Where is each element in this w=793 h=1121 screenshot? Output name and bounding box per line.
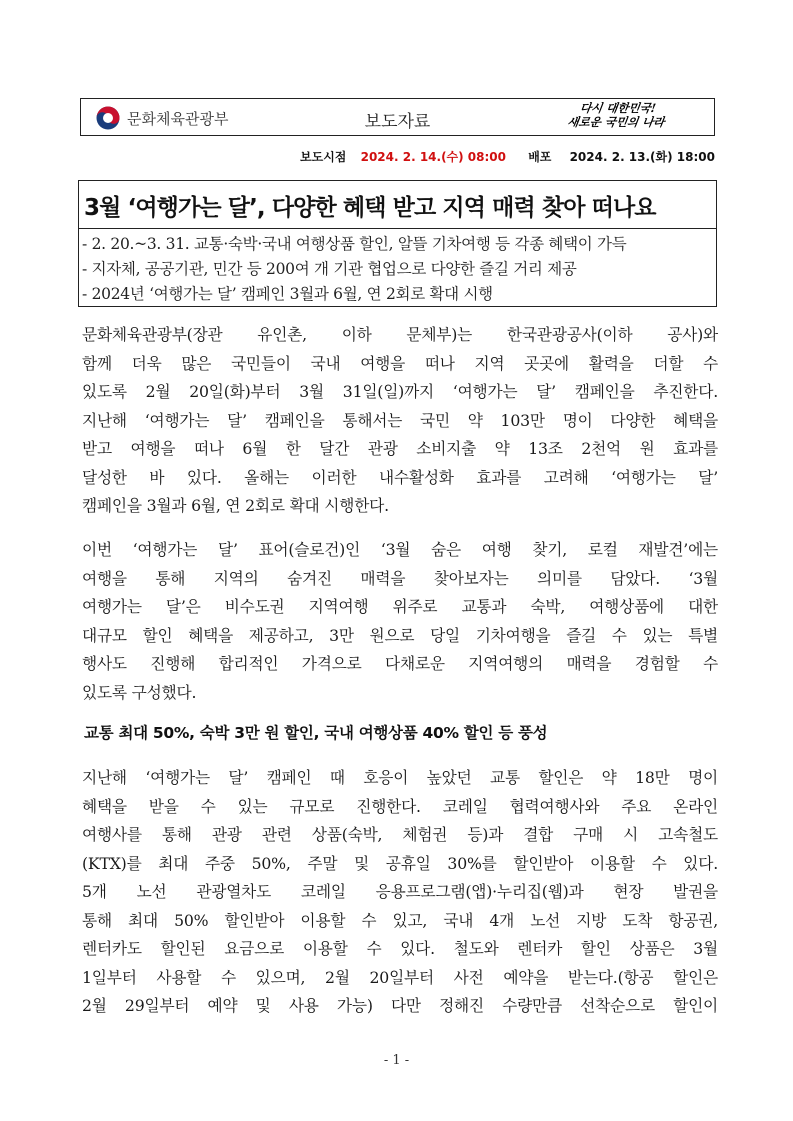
page-number: - 1 -: [383, 1053, 410, 1068]
release-info: [0, 148, 715, 165]
document-type: 보도자료: [364, 112, 431, 132]
title-box: [78, 180, 717, 307]
section-heading: 교통 최대 50%, 숙박 3만 원 할인, 국내 여행상품 40% 할인 등 풍성: [84, 724, 548, 742]
text-line: 있도록 구성했다.: [82, 682, 197, 702]
text-line: (KTX)를 최대 주중 50%, 주말 및 공휴일 30%를 할인받아 이용할 수 있다.: [82, 853, 718, 873]
slogan: [540, 101, 694, 129]
paragraph-1: [82, 321, 718, 521]
text-line: 통해 최대 50% 할인받아 이용할 수 있고, 국내 4개 노선 지방 도착 항공권,: [82, 910, 718, 930]
title-divider: [79, 228, 716, 229]
subtitle-3: - 2024년 ‘여행가는 달’ 캠페인 3월과 6월, 연 2회로 확대 시행: [82, 285, 493, 303]
ministry-name: 문화체육관광부: [127, 110, 229, 128]
text-line: 혜택을 받을 수 있는 규모로 진행한다. 코레일 협력여행사와 주요 온라인: [82, 796, 718, 816]
text-line: 1일부터 사용할 수 있으며, 2월 20일부터 사전 예약을 받는다.(항공 할인은: [82, 967, 718, 987]
text-line: 렌터카도 할인된 요금으로 이용할 수 있다. 철도와 렌터카 할인 상품은 3월: [82, 939, 718, 958]
subtitle-1: - 2. 20.~3. 31. 교통·숙박·국내 여행상품 할인, 알뜰 기차여행 등 각종 혜택이 가득: [82, 235, 627, 253]
text-line: 캠페인을 3월과 6월, 연 2회로 확대 시행한다.: [82, 496, 389, 515]
text-line: 여행가는 달’은 비수도권 지역여행 위주로 교통과 숙박, 여행상품에 대한: [82, 597, 718, 616]
slogan-line-2: 새로운 국민의 나라: [566, 115, 666, 129]
paragraph-3: [82, 764, 718, 1021]
slogan-line-1: 다시 대한민국!: [579, 101, 657, 115]
text-line: 함께 더욱 많은 국민들이 국내 여행을 떠나 지역 곳곳에 활력을 더할 수: [82, 353, 718, 373]
release-label: 보도시점: [300, 150, 347, 164]
distribute-label: 배포: [528, 150, 552, 164]
release-time: 2024. 2. 14.(수) 08:00: [360, 150, 507, 164]
text-line: 달성한 바 있다. 올해는 이러한 내수활성화 효과를 고려해 ‘여행가는 달’: [82, 467, 718, 487]
text-line: 여행사를 통해 관광 관련 상품(숙박, 체험권 등)과 결합 구매 시 고속철도: [82, 825, 718, 844]
text-line: 지난해 ‘여행가는 달’ 캠페인을 통해서는 국민 약 103만 명이 다양한 혜택을: [82, 410, 718, 430]
text-line: 대규모 할인 혜택을 제공하고, 3만 원으로 당일 기차여행을 즐길 수 있는 특별: [82, 625, 718, 645]
text-line: 있도록 2월 20일(화)부터 3월 31일(일)까지 ‘여행가는 달’ 캠페인을 추진한다.: [82, 382, 718, 401]
text-line: 문화체육관광부(장관 유인촌, 이하 문체부)는 한국관광공사(이하 공사)와: [82, 325, 718, 344]
paragraph-2: [82, 536, 718, 707]
headline: 3월 ‘여행가는 달’, 다양한 혜택 받고 지역 매력 찾아 떠나요: [84, 195, 656, 221]
header-box: [80, 98, 715, 136]
text-line: 행사도 진행해 합리적인 가격으로 다채로운 지역여행의 매력을 경험할 수: [82, 654, 718, 673]
text-line: 받고 여행을 떠나 6월 한 달간 관광 소비지출 약 13조 2천억 원 효과를: [82, 439, 718, 458]
text-line: 2월 29일부터 예약 및 사용 가능) 다만 정해진 수량만큼 선착순으로 할인이: [82, 996, 718, 1015]
text-line: 5개 노선 관광열차도 코레일 응용프로그램(앱)·누리집(웹)과 현장 발권을: [82, 882, 718, 901]
subtitle-2: - 지자체, 공공기관, 민간 등 200여 개 기관 협업으로 다양한 즐길 거리 제공: [82, 260, 577, 278]
distribute-time: 2024. 2. 13.(화) 18:00: [569, 150, 715, 164]
text-line: 지난해 ‘여행가는 달’ 캠페인 때 호응이 높았던 교통 할인은 약 18만 명이: [82, 768, 718, 787]
text-line: 여행을 통해 지역의 숨겨진 매력을 찾아보자는 의미를 담았다. ‘3월: [82, 568, 718, 588]
text-line: 이번 ‘여행가는 달’ 표어(슬로건)인 ‘3월 숨은 여행 찾기, 로컬 재발견’에는: [82, 540, 718, 559]
